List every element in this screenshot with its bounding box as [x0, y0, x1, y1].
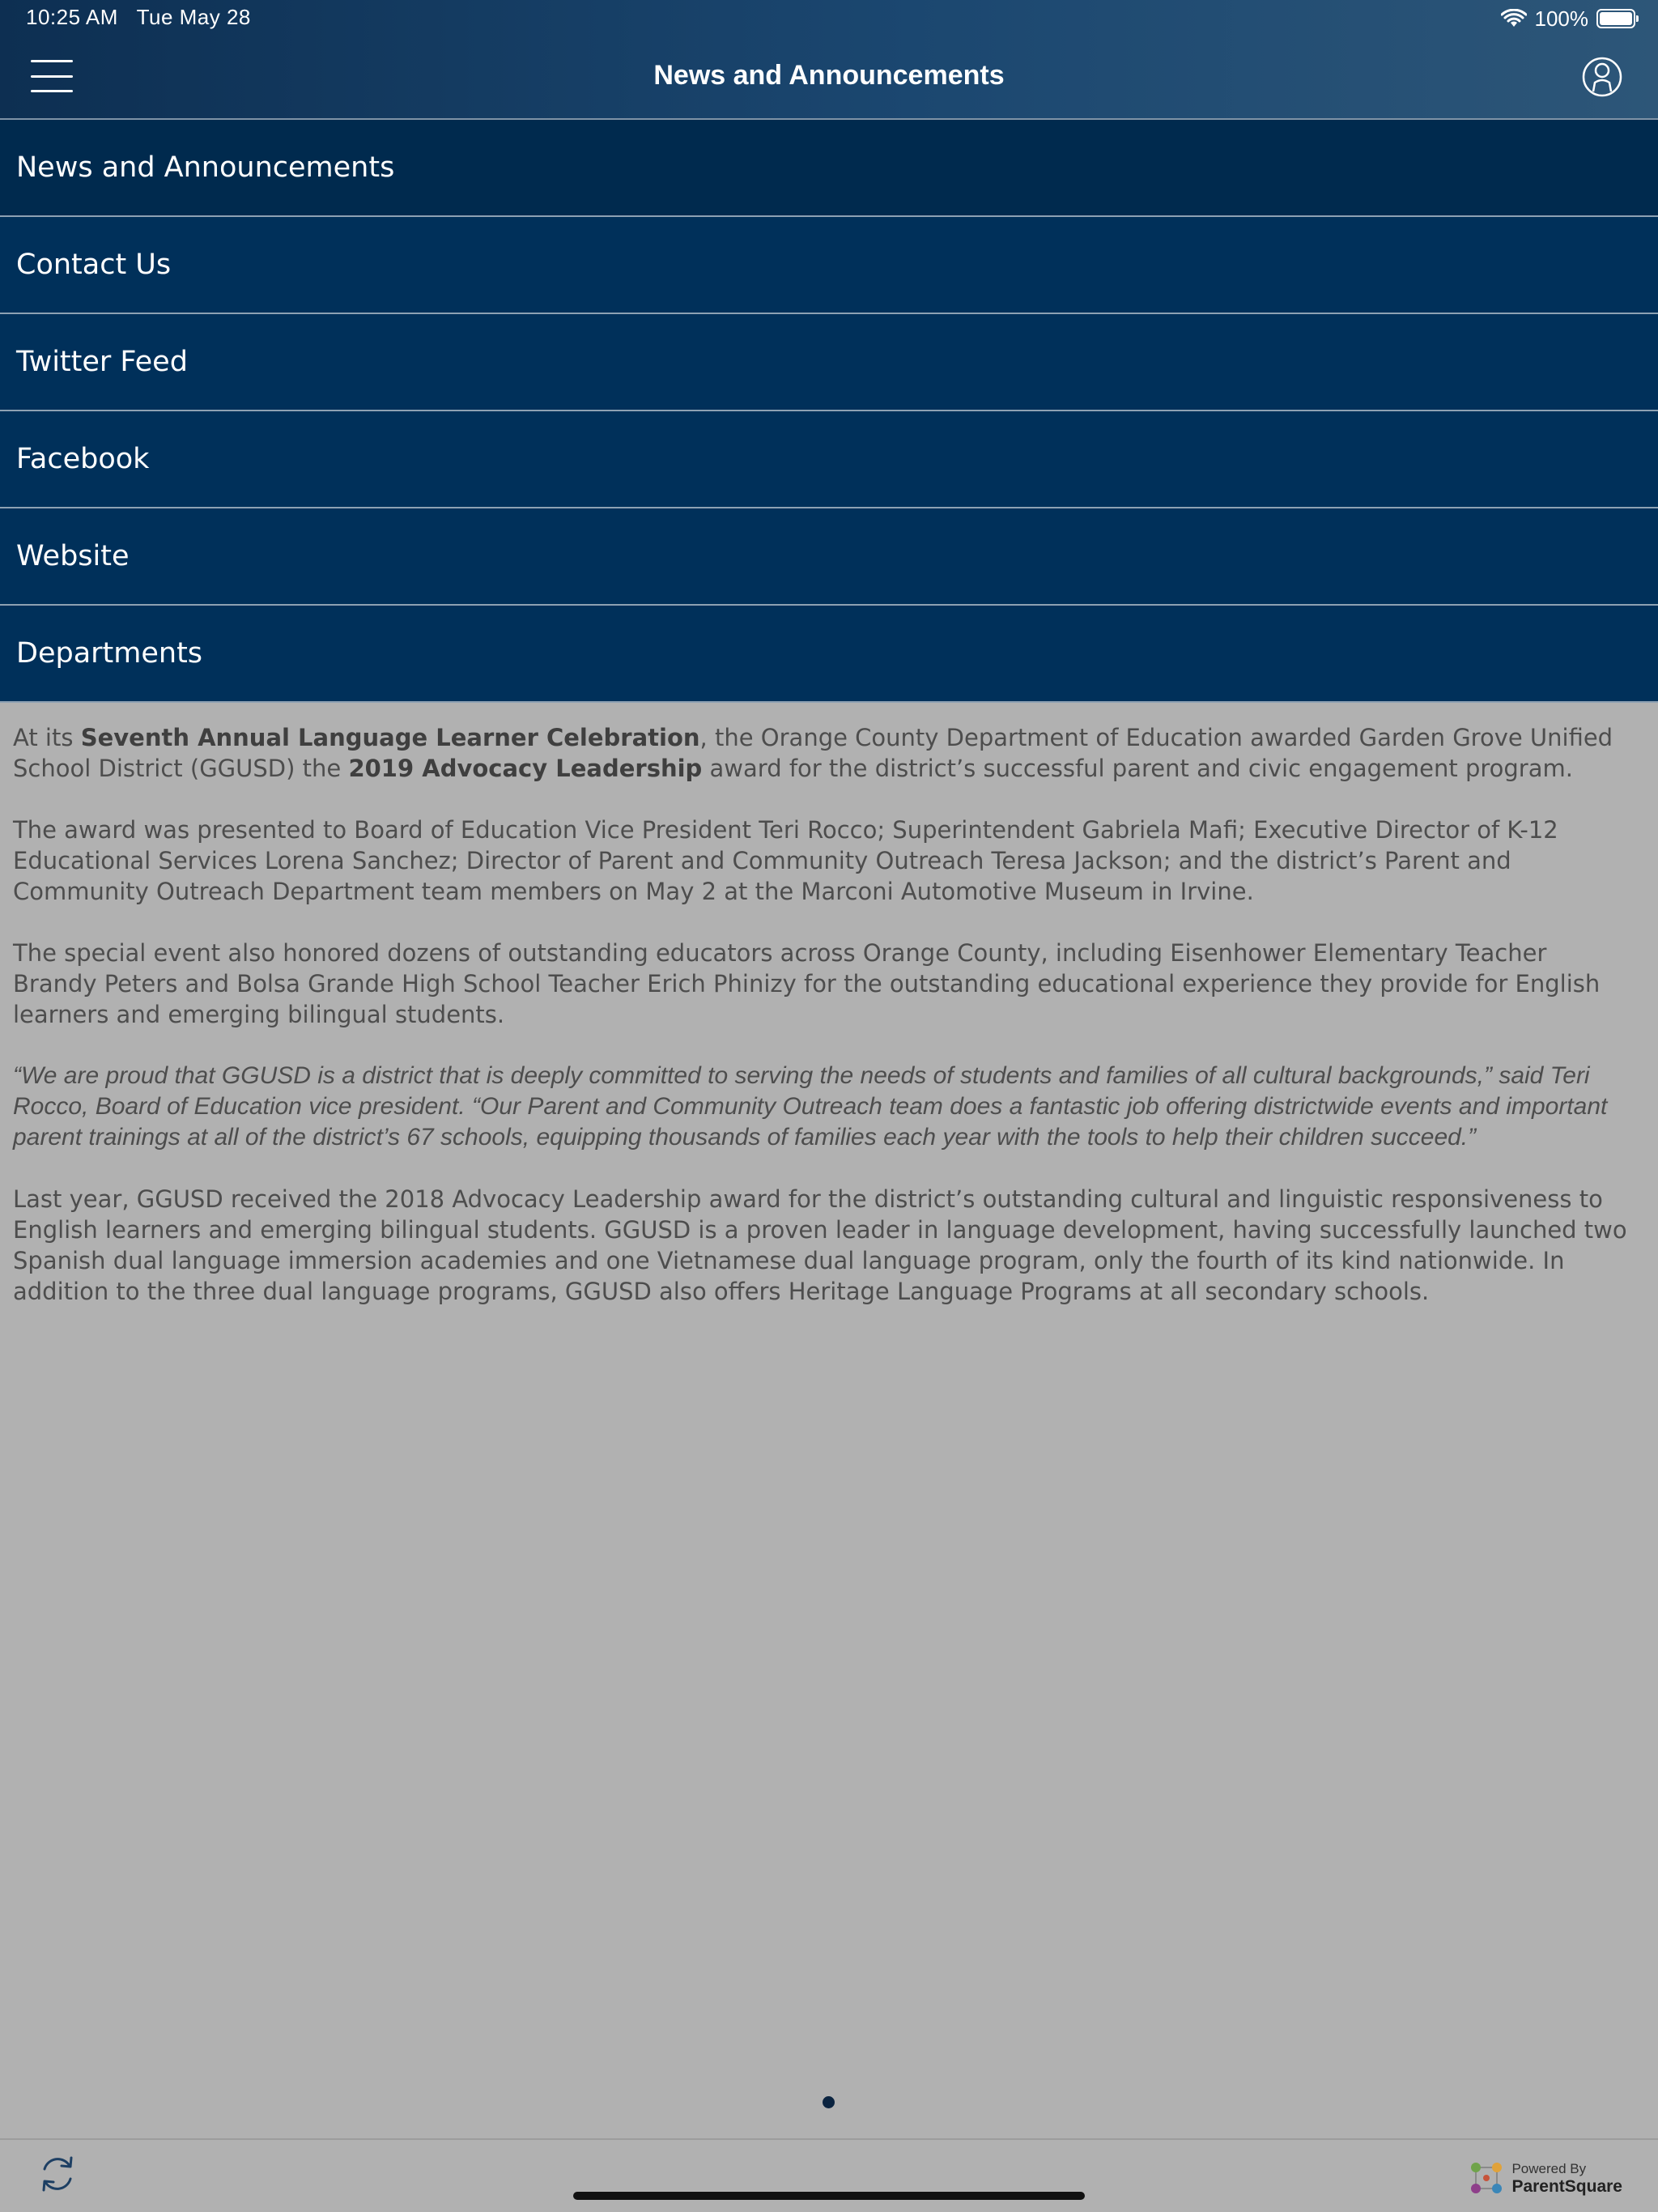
menu-item-news-and-announcements[interactable] [0, 120, 1658, 217]
battery-percentage: 100% [1534, 6, 1588, 31]
menu-item-contact-us[interactable] [0, 217, 1658, 314]
menu-item-twitter-feed[interactable] [0, 314, 1658, 411]
battery-fill [1600, 12, 1632, 25]
article-bold-text: 2019 Advocacy Leadership [348, 755, 703, 782]
menu-item-label: Twitter Feed [16, 346, 188, 378]
menu-item-label: Website [16, 540, 130, 572]
article-paragraph: The special event also honored dozens of outstanding educators across Orange County, including Eisenhower Elementary Teacher Brandy Peters and Bolsa Grande High School Teacher Erich Phinizy for the outstanding educational experience they provide for English learners and emerging bilingual students. [13, 939, 1601, 1028]
powered-by-text [1511, 2162, 1622, 2195]
brand-name: ParentSquare [1511, 2176, 1622, 2196]
menu-item-label: Facebook [16, 443, 150, 475]
page-title: News and Announcements [653, 60, 1005, 91]
wifi-icon [1501, 9, 1527, 28]
article-body [13, 722, 1629, 1338]
parentsquare-logo-icon [1469, 2161, 1503, 2195]
status-bar-clock [26, 5, 251, 30]
article-text: award for the district’s successful parent and civic engagement program. [702, 755, 1573, 782]
bottom-toolbar [0, 2138, 1658, 2212]
page-indicator-dot[interactable] [823, 2096, 835, 2108]
navigation-menu [0, 120, 1658, 703]
article-paragraph: Last year, GGUSD received the 2018 Advocacy Leadership award for the district’s outstanding cultural and linguistic responsiveness to English learners and emerging bilingual students. GGUSD is a proven leader in language development, having successfully launched two Spanish dual language immersion academies and one Vietnamese dual language program, only the fourth of its kind nationwide. In addition to the three dual language programs, GGUSD also offers Heritage Language Programs at all secondary schools. [13, 1185, 1627, 1305]
powered-by-parentsquare [1469, 2161, 1622, 2195]
battery-icon [1596, 9, 1635, 28]
user-profile-icon[interactable] [1582, 57, 1622, 97]
menu-item-label: Departments [16, 637, 203, 670]
article-bold-text: Seventh Annual Language Learner Celebration [80, 724, 700, 751]
article-paragraph: The award was presented to Board of Education Vice President Teri Rocco; Superintendent Gabriela Mafi; Executive Director of K-12 Educational Services Lorena Sanchez; Director of Parent and Community Outreach Teresa Jackson; and the district’s Parent and Community Outreach Department team members on May 2 at the Marconi Automotive Museum in Irvine. [13, 816, 1558, 905]
home-indicator[interactable] [573, 2192, 1085, 2200]
menu-item-label: Contact Us [16, 249, 172, 281]
article-paragraph [13, 722, 1629, 784]
article-text: , the Orange County Department of Education awarded Garden Grove Unified School District (GGUSD) the [13, 724, 1613, 782]
status-time: 10:25 AM [26, 5, 118, 29]
article-quote: “We are proud that GGUSD is a district that is deeply committed to serving the needs of students and families of all cultural backgrounds,” said Teri Rocco, Board of Education vice president. “Our Parent and Community Outreach team does a fantastic job offering districtwide events and important parent trainings at all of the district’s 67 schools, equipping thousands of families each year with the tools to help their children succeed.” [13, 1062, 1608, 1151]
menu-item-departments[interactable] [0, 606, 1658, 703]
powered-by-label: Powered By [1511, 2160, 1587, 2176]
menu-item-facebook[interactable] [0, 411, 1658, 508]
refresh-icon[interactable] [37, 2153, 78, 2195]
app-header [0, 0, 1658, 120]
menu-item-label: News and Announcements [16, 151, 395, 184]
menu-item-website[interactable] [0, 508, 1658, 606]
status-date: Tue May 28 [136, 5, 251, 29]
article-text: At its [13, 724, 81, 751]
status-bar-indicators [1501, 5, 1636, 32]
